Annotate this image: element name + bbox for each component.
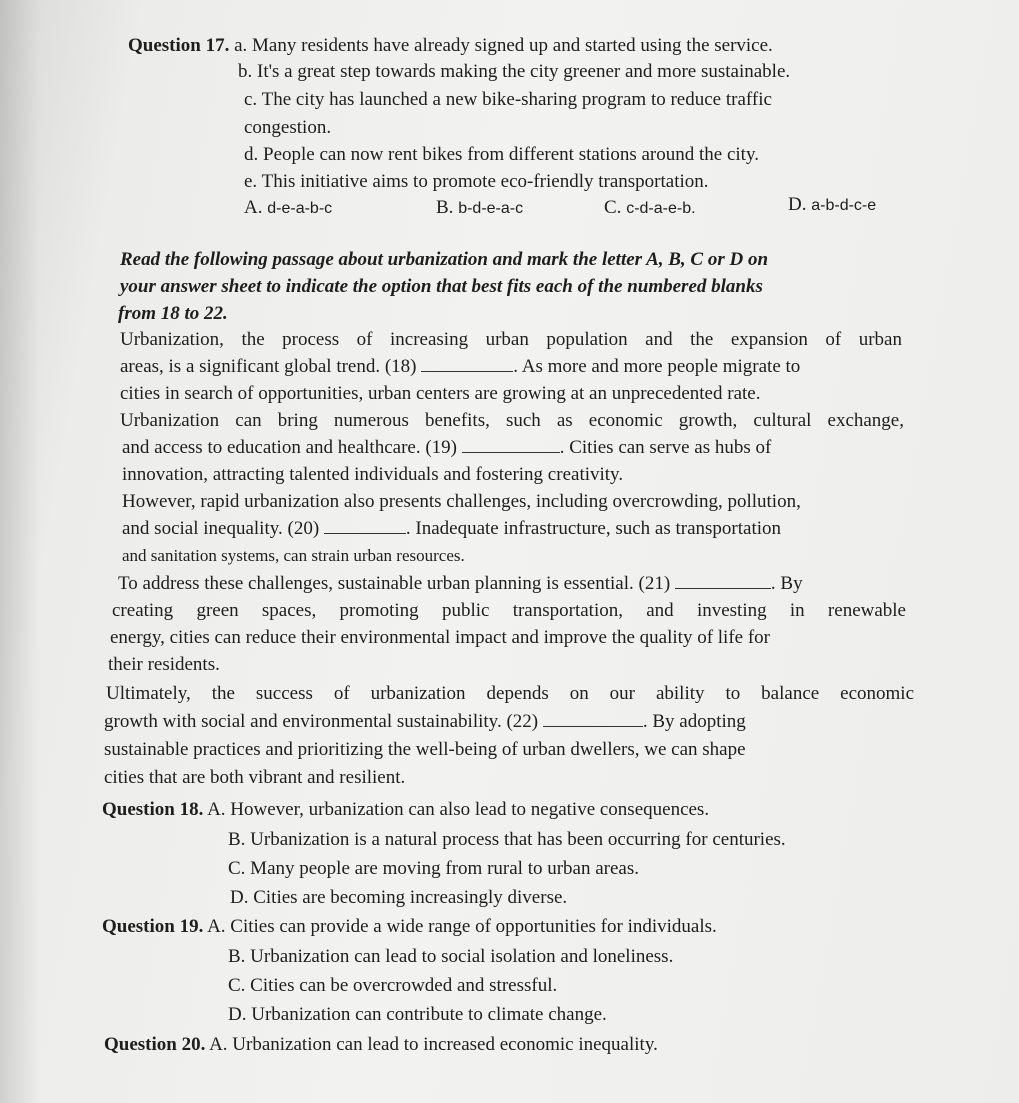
q18-option-d[interactable]: D. Cities are becoming increasingly diverse.	[230, 887, 568, 908]
passage-line-2: areas, is a significant global trend. (18) . As more and more people migrate to	[120, 356, 801, 377]
passage-line-7: However, rapid urbanization also presents challenges, including overcrowding, pollution,	[122, 491, 801, 512]
passage-line-13: their residents.	[108, 654, 220, 675]
q19-option-c[interactable]: C. Cities can be overcrowded and stressful.	[228, 975, 558, 996]
q17-item-b: b. It's a great step towards making the city greener and more sustainable.	[238, 61, 791, 82]
passage-line-10: To address these challenges, sustainable urban planning is essential. (21) . By	[118, 573, 803, 594]
blank-19[interactable]	[462, 437, 560, 453]
q19-label: Question 19.	[102, 916, 204, 937]
passage-line-9: and sanitation systems, can strain urban resources.	[122, 546, 465, 565]
passage-line-1: Urbanization, the process of increasing urban population and the expansion of urban	[120, 329, 902, 350]
q18-option-c[interactable]: C. Many people are moving from rural to urban areas.	[228, 858, 640, 879]
blank-18[interactable]	[421, 356, 513, 372]
passage-line-16: sustainable practices and prioritizing the well-being of urban dwellers, we can shape	[104, 739, 746, 760]
q19-option-b[interactable]: B. Urbanization can lead to social isolation and loneliness.	[228, 946, 674, 967]
q17-item-e: e. This initiative aims to promote eco-friendly transportation.	[244, 171, 709, 192]
q20-line-a	[104, 1033, 658, 1057]
q17-label: Question 17.	[128, 35, 230, 56]
q18-option-a[interactable]: A. However, urbanization can also lead to negative consequences.	[207, 799, 710, 820]
passage-line-6: innovation, attracting talented individuals and fostering creativity.	[122, 464, 624, 485]
q19-option-a[interactable]: A. Cities can provide a wide range of opportunities for individuals.	[207, 916, 717, 937]
passage-line-5: and access to education and healthcare. (19) . Cities can serve as hubs of	[122, 437, 772, 458]
q17-item-c2: congestion.	[244, 117, 332, 138]
q18-label: Question 18.	[102, 799, 204, 820]
q17-option-c[interactable]: C. c-d-a-e-b.	[604, 197, 696, 218]
instructions-line-2: your answer sheet to indicate the option that best fits each of the numbered blanks	[120, 276, 763, 297]
instructions-line-1: Read the following passage about urbanization and mark the letter A, B, C or D on	[120, 249, 769, 270]
q17-item-c1: c. The city has launched a new bike-sharing program to reduce traffic	[244, 89, 772, 110]
blank-22[interactable]	[543, 711, 643, 727]
passage-line-8: and social inequality. (20) . Inadequate infrastructure, such as transportation	[122, 518, 782, 539]
q18-line-a	[102, 798, 709, 822]
passage-line-11: creating green spaces, promoting public transportation, and investing in renewable	[112, 600, 906, 621]
instructions-line-3: from 18 to 22.	[118, 303, 228, 324]
passage-line-15: growth with social and environmental sustainability. (22) . By adopting	[104, 711, 746, 732]
q17-option-a[interactable]: A. d-e-a-b-c	[244, 197, 333, 218]
q17-item-d: d. People can now rent bikes from different stations around the city.	[244, 144, 759, 165]
blank-20[interactable]	[324, 518, 406, 534]
passage-line-3: cities in search of opportunities, urban centers are growing at an unprecedented rate.	[120, 383, 761, 404]
passage-line-4: Urbanization can bring numerous benefits, such as economic growth, cultural exchange,	[120, 410, 904, 431]
passage-line-12: energy, cities can reduce their environmental impact and improve the quality of life for	[110, 627, 770, 648]
passage-line-14: Ultimately, the success of urbanization depends on our ability to balance economic	[106, 683, 914, 704]
q20-option-a[interactable]: A. Urbanization can lead to increased economic inequality.	[209, 1034, 658, 1055]
q17-option-b[interactable]: B. b-d-e-a-c	[436, 197, 524, 218]
q17-option-d[interactable]: D. a-b-d-c-e	[788, 194, 877, 215]
page-shadow	[0, 0, 40, 1103]
q20-label: Question 20.	[104, 1034, 206, 1055]
q17-item-a: a. Many residents have already signed up and started using the service.	[234, 35, 773, 56]
q19-option-d[interactable]: D. Urbanization can contribute to climate change.	[228, 1004, 607, 1025]
blank-21[interactable]	[675, 573, 771, 589]
passage-line-17: cities that are both vibrant and resilient.	[104, 767, 406, 788]
q19-line-a	[102, 915, 717, 939]
q18-option-b[interactable]: B. Urbanization is a natural process that has been occurring for centuries.	[228, 829, 786, 850]
q17-line-a	[128, 34, 773, 58]
